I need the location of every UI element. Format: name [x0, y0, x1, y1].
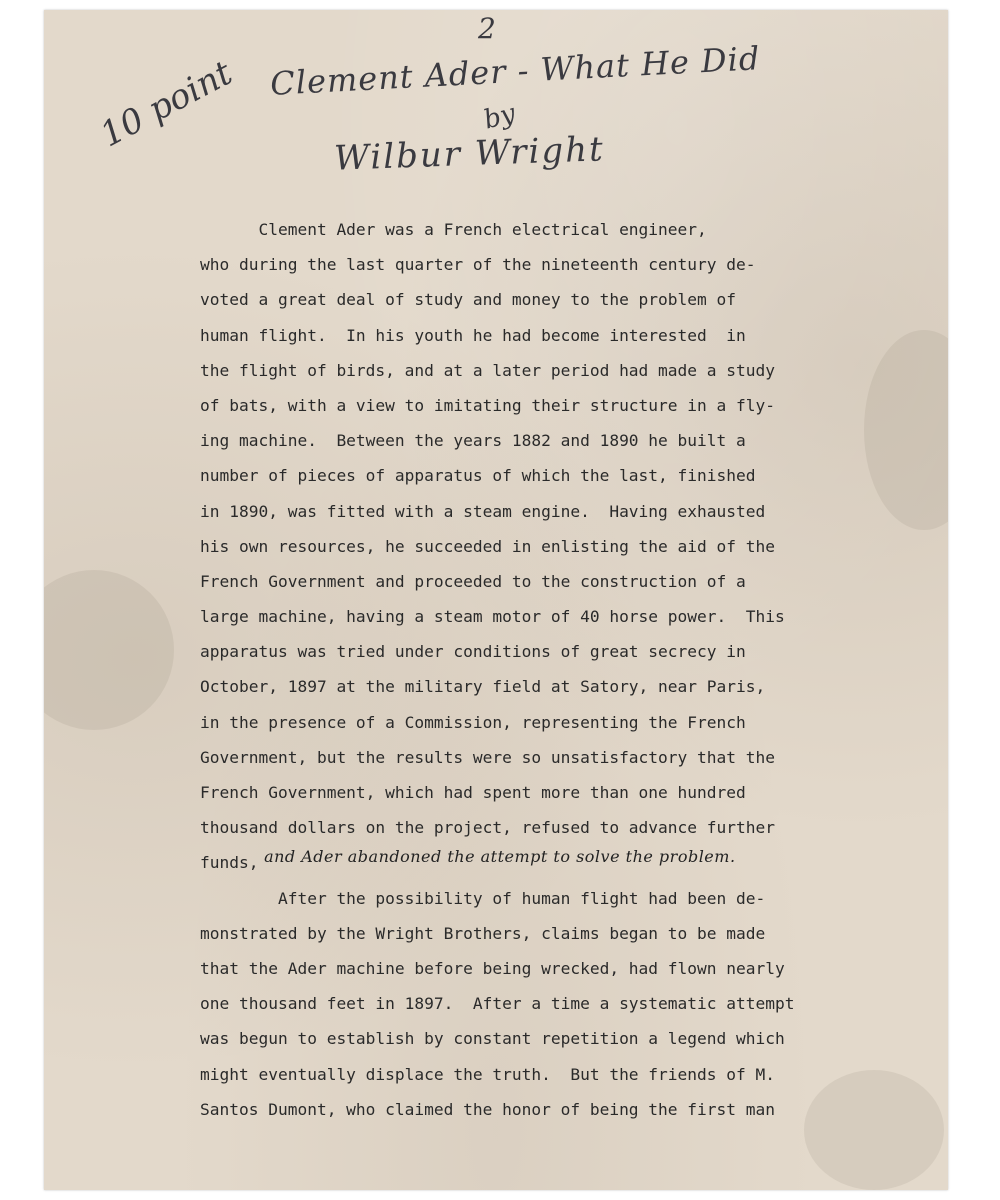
typed-line: apparatus was tried under conditions of great secrecy in [200, 642, 746, 662]
typed-line: voted a great deal of study and money to the problem of [200, 290, 737, 310]
handwritten-by: by [480, 98, 519, 136]
typed-line: number of pieces of apparatus of which the last, finished [200, 466, 756, 486]
handwritten-title: Clement Ader - What He Did [269, 39, 762, 103]
typed-line: French Government and proceeded to the construction of a [200, 571, 746, 591]
typed-line: the flight of birds, and at a later period had made a study [200, 360, 775, 380]
typed-funds: funds, [200, 853, 259, 873]
typed-line: in 1890, was fitted with a steam engine. Having exhausted [200, 501, 766, 521]
typed-line: was begun to establish by constant repetition a legend which [200, 1029, 785, 1049]
handwritten-page-number: 2 [478, 12, 496, 45]
typed-line: might eventually displace the truth. But the friends of M. [200, 1064, 775, 1084]
document-page [44, 10, 948, 1190]
handwritten-insertion: and Ader abandoned the attempt to solve the problem. [258, 847, 736, 867]
typed-line: monstrated by the Wright Brothers, claims began to be made [200, 923, 766, 943]
typed-line-with-annotation [200, 845, 920, 880]
typed-line: thousand dollars on the project, refused to advance further [200, 818, 775, 838]
typed-line: human flight. In his youth he had become interested in [200, 325, 746, 345]
typed-line: large machine, having a steam motor of 40 horse power. This [200, 607, 785, 627]
typed-line: that the Ader machine before being wrecked, had flown nearly [200, 958, 785, 978]
typed-line: Santos Dumont, who claimed the honor of being the first man [200, 1099, 775, 1119]
typed-line: French Government, which had spent more than one hundred [200, 783, 746, 802]
typed-line: October, 1897 at the military field at Satory, near Paris, [200, 677, 766, 697]
paper-stain [44, 570, 174, 730]
typed-line: ing machine. Between the years 1882 and 1890 he built a [200, 431, 746, 451]
handwritten-size-note: 10 point [94, 52, 239, 156]
typed-line: one thousand feet in 1897. After a time a systematic attempt [200, 994, 795, 1014]
handwritten-author: Wilbur Wright [333, 129, 606, 179]
typed-line: Clement Ader was a French electrical engineer, [200, 220, 707, 239]
typed-line: who during the last quarter of the nineteenth century de- [200, 255, 756, 275]
typed-line: After the possibility of human flight had been de- [200, 888, 766, 908]
typed-line: Government, but the results were so unsatisfactory that the [200, 747, 775, 767]
typed-line: in the presence of a Commission, representing the French [200, 712, 746, 732]
typed-line: of bats, with a view to imitating their structure in a fly- [200, 395, 775, 415]
typescript-body [200, 212, 920, 1127]
typed-line: his own resources, he succeeded in enlisting the aid of the [200, 536, 775, 556]
